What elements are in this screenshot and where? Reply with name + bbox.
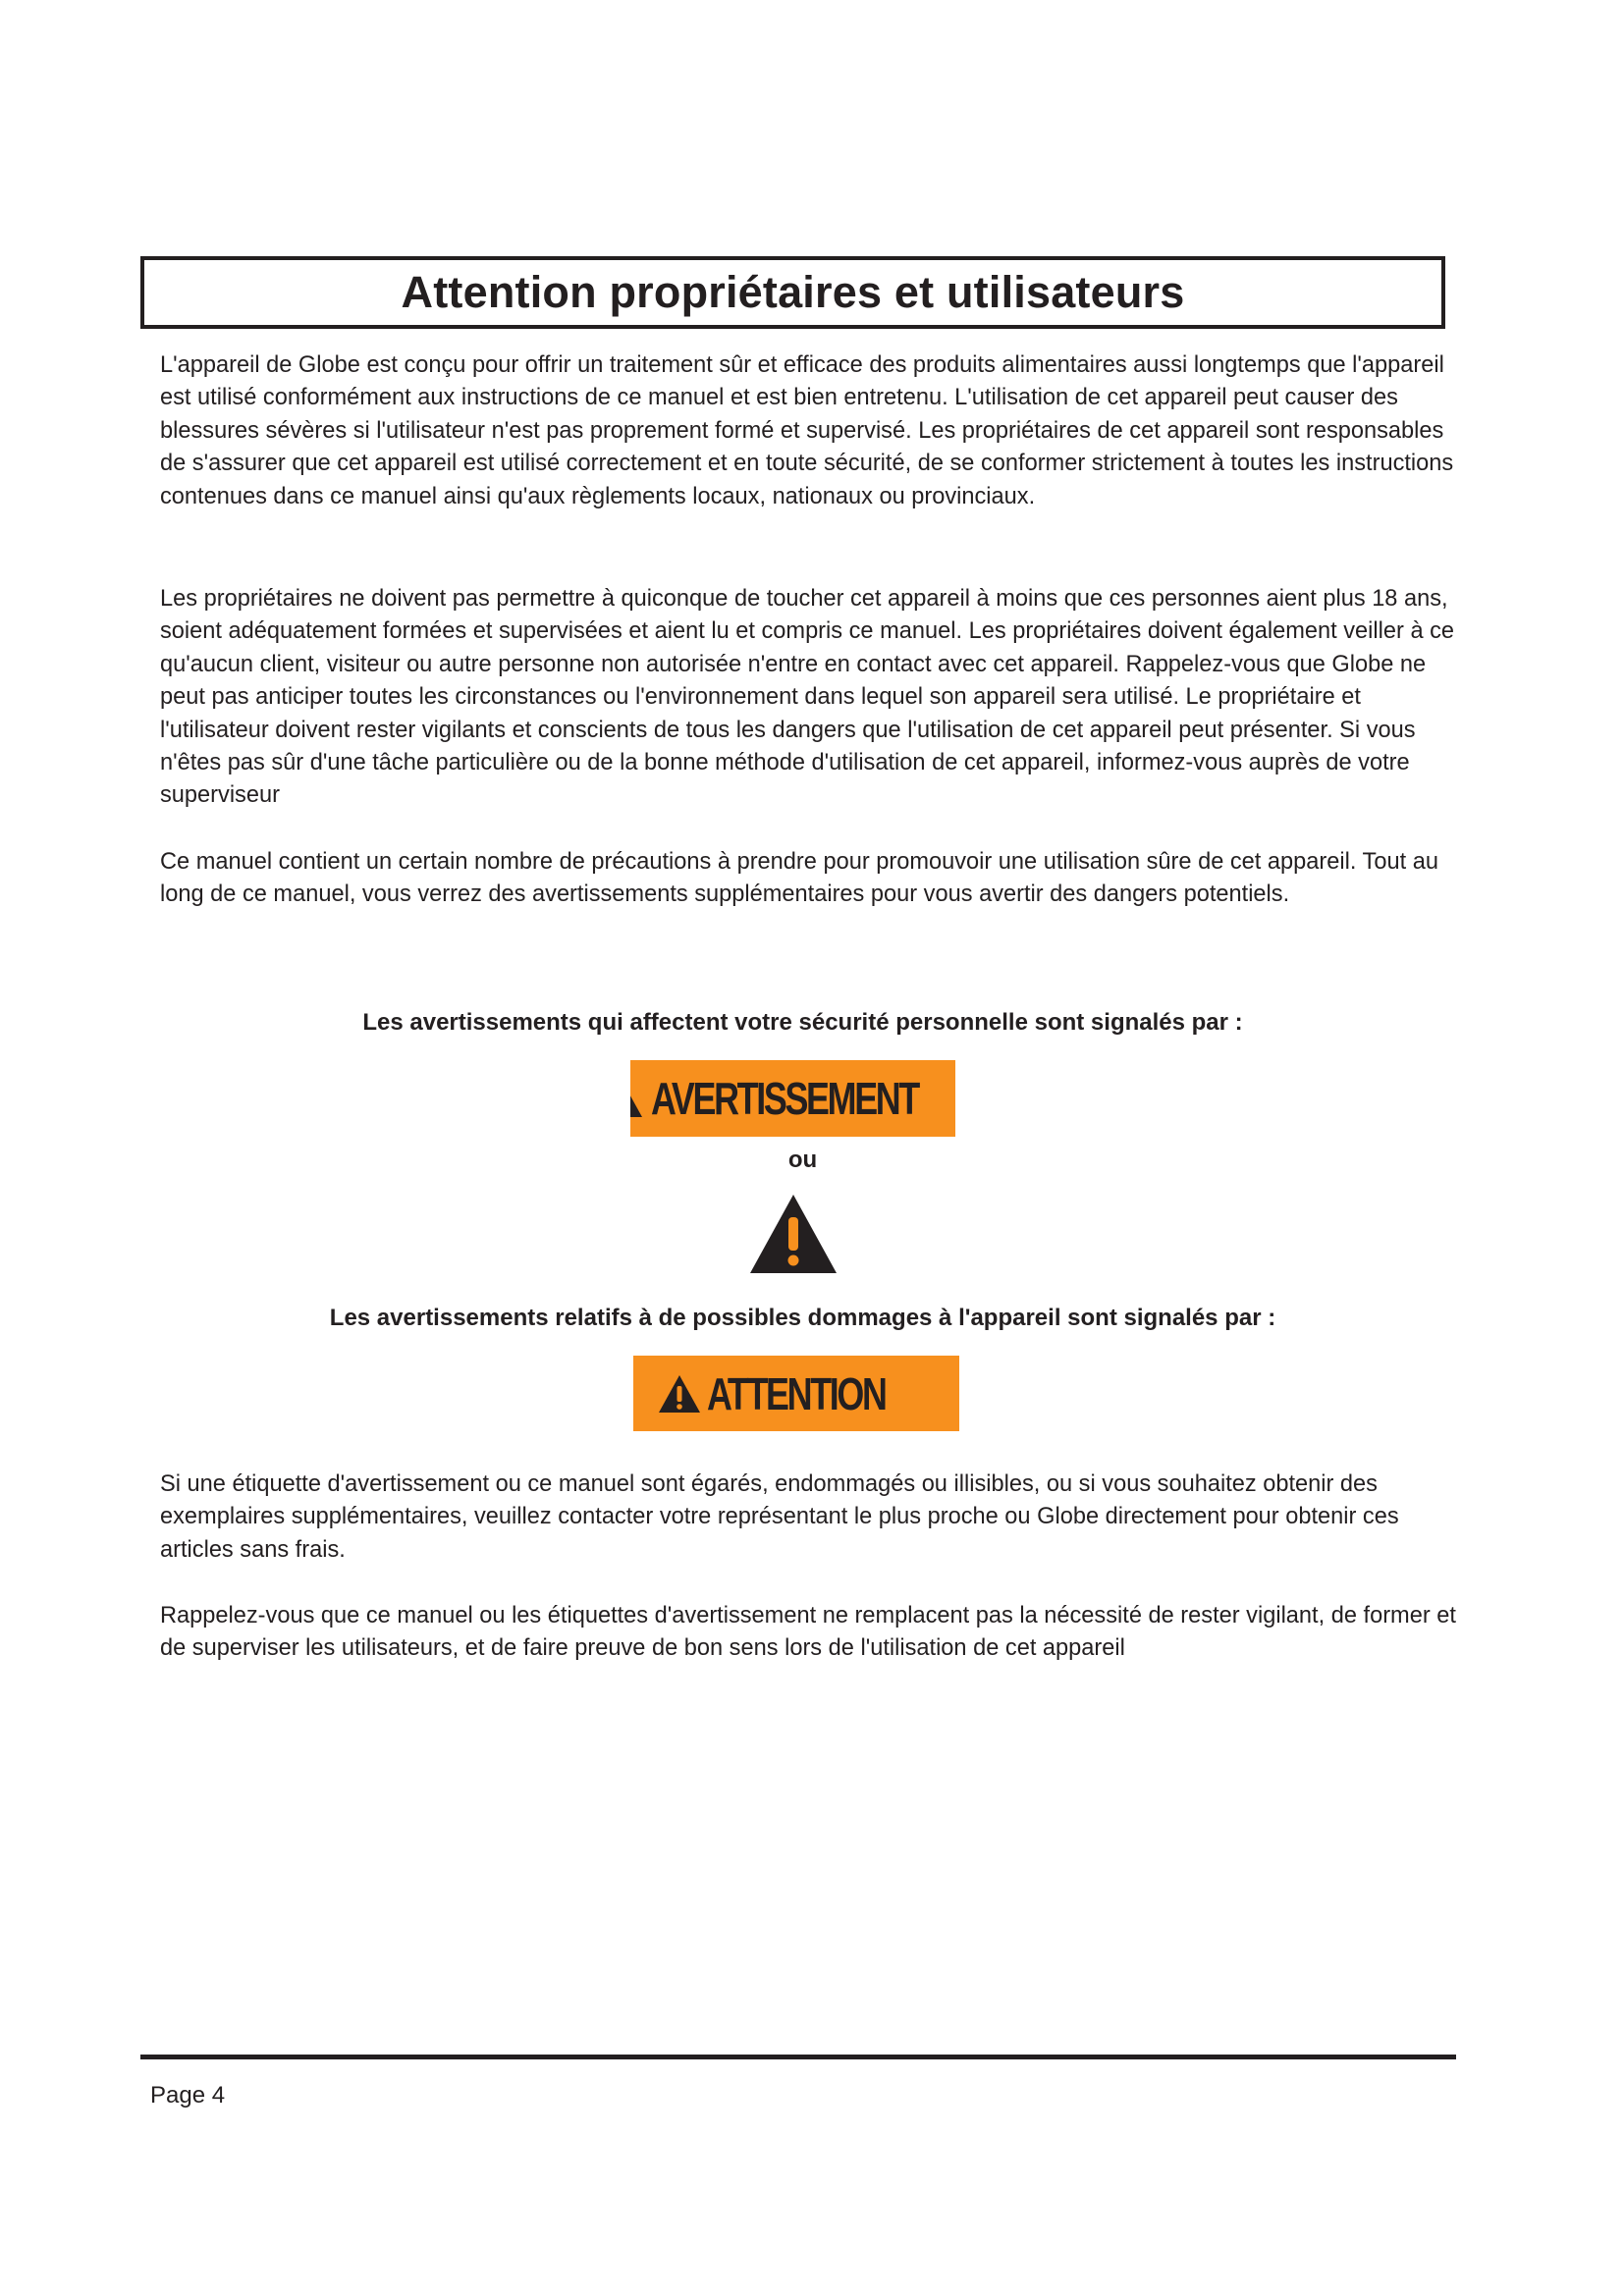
paragraph-owners: Les propriétaires ne doivent pas permettre à quiconque de toucher cet appareil à moins que ces personnes aient plus 18 ans, soient adéquatement formées et supervisées et aient lu et compris ce manuel. Les propriétaires doivent également veiller à ce qu'aucun client, visiteur ou autre personne non autorisée n'entre en contact avec cet appareil. Rappelez-vous que Globe ne peut pas anticiper toutes les circonstances ou l'environnement dans lequel son appareil sera utilisé. Le propriétaire et l'utilisateur doivent rester vigilants et conscients de tous les dangers que l'utilisation de cet appareil peut présenter. Si vous n'êtes pas sûr d'une tâche particulière ou de la bonne méthode d'utilisation de cet appareil, informez-vous auprès de votre superviseur [160,586,1455,809]
avertissement-label: AVERTISSEMENT [651,1073,919,1124]
paragraph-precautions: Ce manuel contient un certain nombre de précautions à prendre pour promouvoir une utilisation sûre de cet appareil. Tout au long de ce manuel, vous verrez des avertissements supplémentaires pour vous avertir des dangers potentiels. [160,849,1438,908]
warning-triangle-icon [749,1194,838,1274]
personal-safety-heading: Les avertissements qui affectent votre sécurité personnelle sont signalés par : [362,1009,1243,1036]
paragraph-intro: L'appareil de Globe est conçu pour offrir un traitement sûr et efficace des produits alimentaires aussi longtemps que l'appareil est utilisé conformément aux instructions de ce manuel et est bien entretenu. L'utilisation de cet appareil peut causer des blessures sévères si l'utilisateur n'est pas proprement formé et supervisé. Les propriétaires de cet appareil sont responsables de s'assurer que cet appareil est utilisé correctement et en toute sécurité, de se conformer strictement à toutes les instructions contenues dans ce manuel ainsi qu'aux règlements locaux, nationaux ou provinciaux. [160,352,1454,509]
attention-label: ATTENTION [706,1367,886,1419]
or-text: ou [787,1147,818,1173]
avertissement-sign [630,1060,955,1137]
paragraph-reminder: Rappelez-vous que ce manuel ou les étiquettes d'avertissement ne remplacent pas la nécessité de rester vigilant, de former et de superviser les utilisateurs, et de faire preuve de bon sens lors de l'utilisation de cet appareil [160,1603,1456,1662]
page-title: Attention propriétaires et utilisateurs [401,267,1185,317]
warning-triangle-icon [630,1079,643,1118]
equipment-damage-heading: Les avertissements relatifs à de possibles dommages à l'appareil sont signalés par : [329,1305,1276,1331]
warning-triangle-icon [658,1374,701,1414]
paragraph-labels: Si une étiquette d'avertissement ou ce manuel sont égarés, endommagés ou illisibles, ou si vous souhaitez obtenir des exemplaires supplémentaires, veuillez contacter votre représentant le plus proche ou Globe directement pour obtenir ces articles sans frais. [160,1471,1399,1563]
page-number: Page 4 [150,2082,226,2109]
attention-sign [633,1356,959,1431]
title-box [140,256,1445,329]
footer-divider [140,2055,1456,2059]
